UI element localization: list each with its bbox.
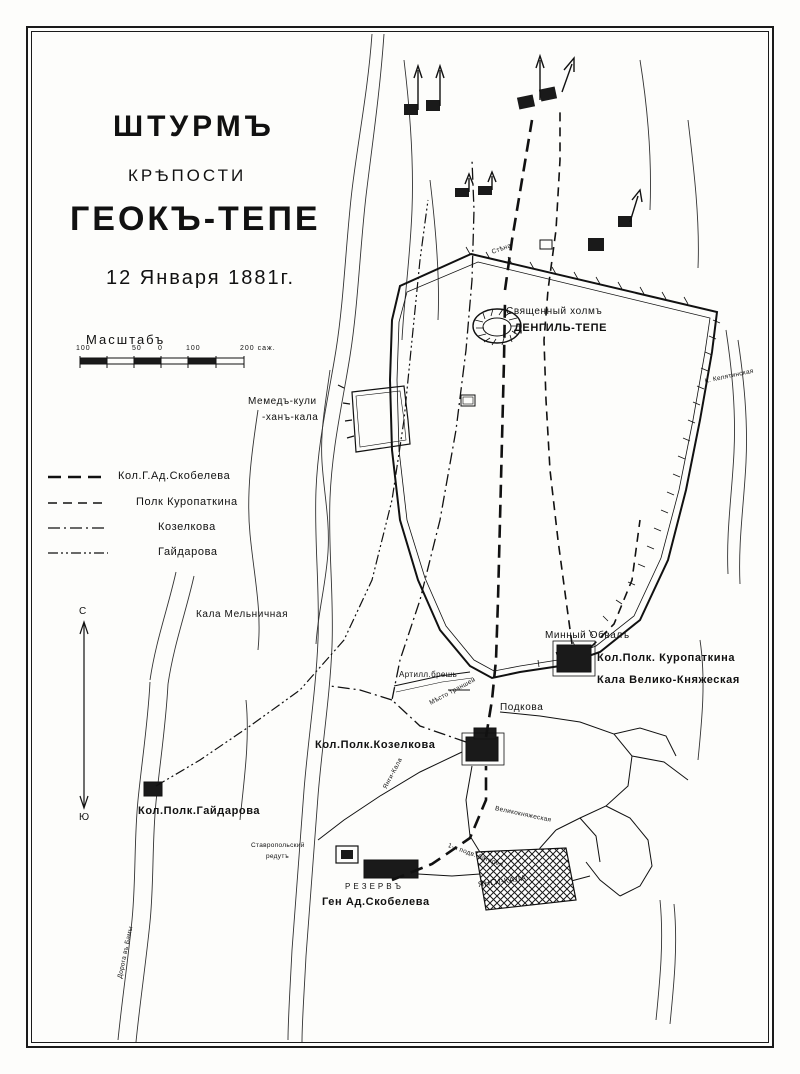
title-line-1: ШТУРМЪ: [113, 110, 275, 143]
title-line-2: КРѢПОСТИ: [128, 166, 247, 185]
route-skobelev: [392, 120, 532, 880]
memed-kuli-khan-kala-fort: [338, 385, 410, 452]
label-kol-polk-kuropatkina: Кол.Полк. Куропаткина: [597, 652, 736, 664]
label-velikoknyazheskaya-road: Великокняжеская: [494, 805, 552, 824]
label-bamy-road: Дорога въ Бамы: [116, 925, 135, 980]
label-yangi-kala-road: Янги-Кала: [381, 756, 405, 791]
scale-tick-100-left: 100: [76, 345, 91, 352]
label-gen-ad-skobeleva: Ген Ад.Скобелева: [322, 896, 430, 908]
label-kala-veliko-knyazheskaya: Кала Велико-Княжеская: [597, 674, 740, 686]
legend-item-kuropatkin: Полк Куропаткина: [136, 496, 238, 508]
label-artill-bresh: Артилл.брешь: [399, 670, 458, 679]
legend-item-gaydarov: Гайдарова: [158, 546, 218, 558]
compass-north-label: С: [79, 606, 87, 617]
scale-tick-200: 200 саж.: [240, 345, 276, 352]
scale-bar-graphic: [80, 356, 244, 368]
kala-veliko-knyazheskaya-block: [553, 641, 595, 676]
label-mesto-transhei: Мѣсто траншей: [428, 676, 477, 707]
label-yangi-kala-settlement: ЯНГИ-КАЛА: [477, 873, 527, 889]
route-kuropatkin: [544, 110, 640, 648]
title-line-3: ГЕОКЪ-ТЕПЕ: [70, 200, 321, 238]
label-podvizhnaya-batareya: 1-я подв. батарея: [446, 842, 505, 869]
legend-line-samples: [48, 477, 108, 553]
scale-tick-100-right: 100: [186, 345, 201, 352]
label-minnyy-obval: Минный Обвалъ: [545, 630, 630, 641]
title-line-4: 12 Января 1881г.: [106, 267, 296, 289]
label-rezerv: Р Е З Е Р В Ъ: [345, 882, 402, 891]
reserve-block: [336, 846, 418, 878]
compass-south-label: Ю: [79, 812, 90, 823]
label-kol-polk-kozelkova: Кол.Полк.Козелкова: [315, 739, 436, 751]
legend-item-kozelkov: Козелкова: [158, 521, 216, 533]
label-kelyatinskaya: К. Келятинская: [704, 367, 755, 385]
legend-item-skobelev: Кол.Г.Ад.Скобелева: [118, 470, 231, 482]
scale-tick-50: 50: [132, 345, 142, 352]
scale-bar-label: Масштабъ: [86, 332, 166, 347]
label-dengil-tepe: ДЕНГИЛЬ-ТЕПЕ: [514, 322, 608, 334]
route-kozelkov: [330, 160, 477, 742]
label-memed-kuli-2: -ханъ-кала: [262, 412, 319, 423]
label-kala-melnichnaya: Кала Мельничная: [196, 609, 289, 620]
kozelkov-column-block: [462, 728, 504, 765]
label-kol-polk-gaydarova: Кол.Полк.Гайдарова: [138, 805, 261, 817]
label-stavropolskiy-2: редутъ: [266, 853, 289, 860]
troop-markers-north: [404, 86, 632, 251]
label-wall-north: Стѣна: [490, 242, 513, 256]
label-podkova: Подкова: [500, 702, 544, 713]
scale-tick-0: 0: [158, 345, 163, 352]
fortress-walls: [390, 254, 717, 678]
compass-rose: [80, 622, 88, 808]
label-memed-kuli-1: Мемедъ-кули: [248, 396, 317, 407]
label-stavropolskiy-1: Ставропольский: [251, 842, 305, 849]
label-svyashchennyy-kholm: Священный холмъ: [506, 306, 603, 317]
